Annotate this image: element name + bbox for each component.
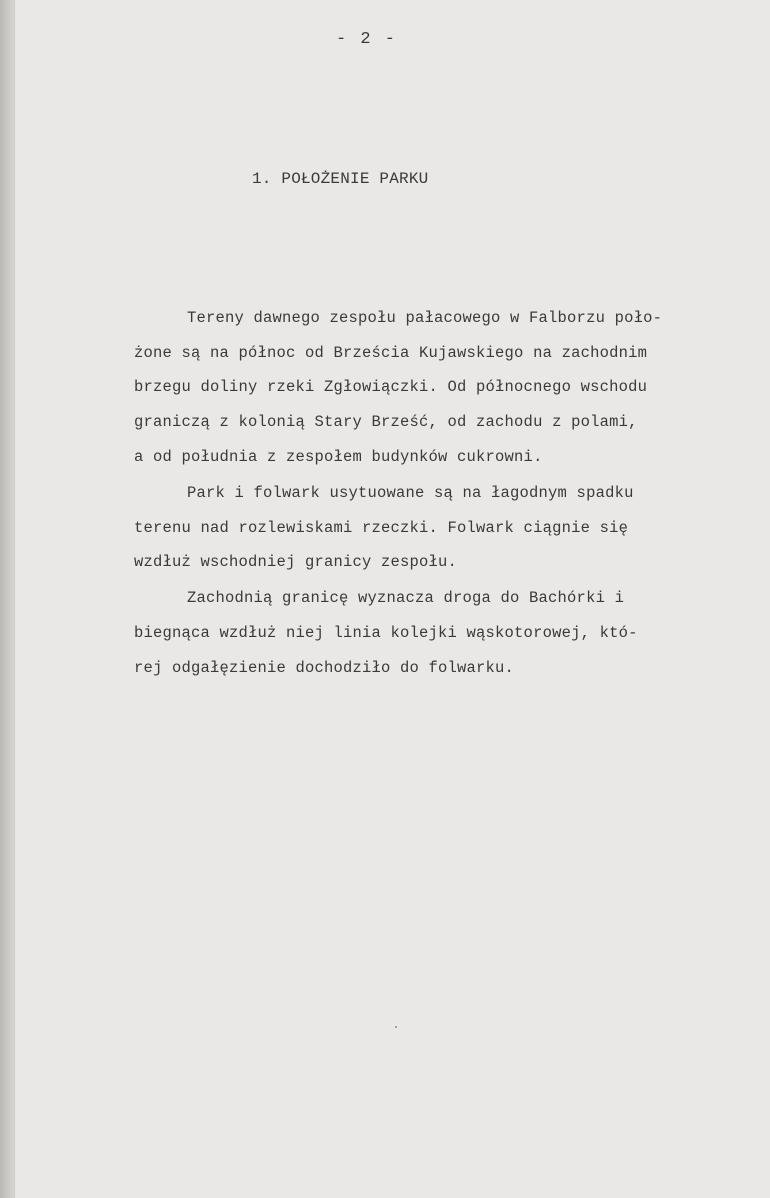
page-number: - 2 - [336, 30, 398, 49]
paper-speck [395, 1026, 397, 1028]
paragraph-1-line-4: graniczą z kolonią Stary Brześć, od zachodu z polami, [134, 413, 638, 431]
paragraph-3-line-3: rej odgałęzienie dochodziło do folwarku. [134, 659, 515, 677]
paragraph-2-line-2: terenu nad rozlewiskami rzeczki. Folwark ciągnie się [134, 519, 629, 537]
document-page [14, 0, 770, 1198]
paragraph-1-line-1: Tereny dawnego zespołu pałacowego w Falborzu poło- [187, 309, 663, 327]
paragraph-2-line-1: Park i folwark usytuowane są na łagodnym spadku [187, 484, 634, 502]
paragraph-1-line-3: brzegu doliny rzeki Zgłowiączki. Od północnego wschodu [134, 378, 648, 396]
paragraph-3-line-1: Zachodnią granicę wyznacza droga do Bachórki i [187, 589, 625, 607]
section-title: 1. POŁOŻENIE PARKU [252, 170, 429, 188]
page-binding-edge [0, 0, 14, 1198]
paragraph-1-line-5: a od południa z zespołem budynków cukrowni. [134, 448, 543, 466]
paragraph-3-line-2: biegnąca wzdłuż niej linia kolejki wąskotorowej, któ- [134, 624, 638, 642]
paragraph-1-line-2: żone są na północ od Brześcia Kujawskiego na zachodnim [134, 344, 648, 362]
paragraph-2-line-3: wzdłuż wschodniej granicy zespołu. [134, 553, 458, 571]
